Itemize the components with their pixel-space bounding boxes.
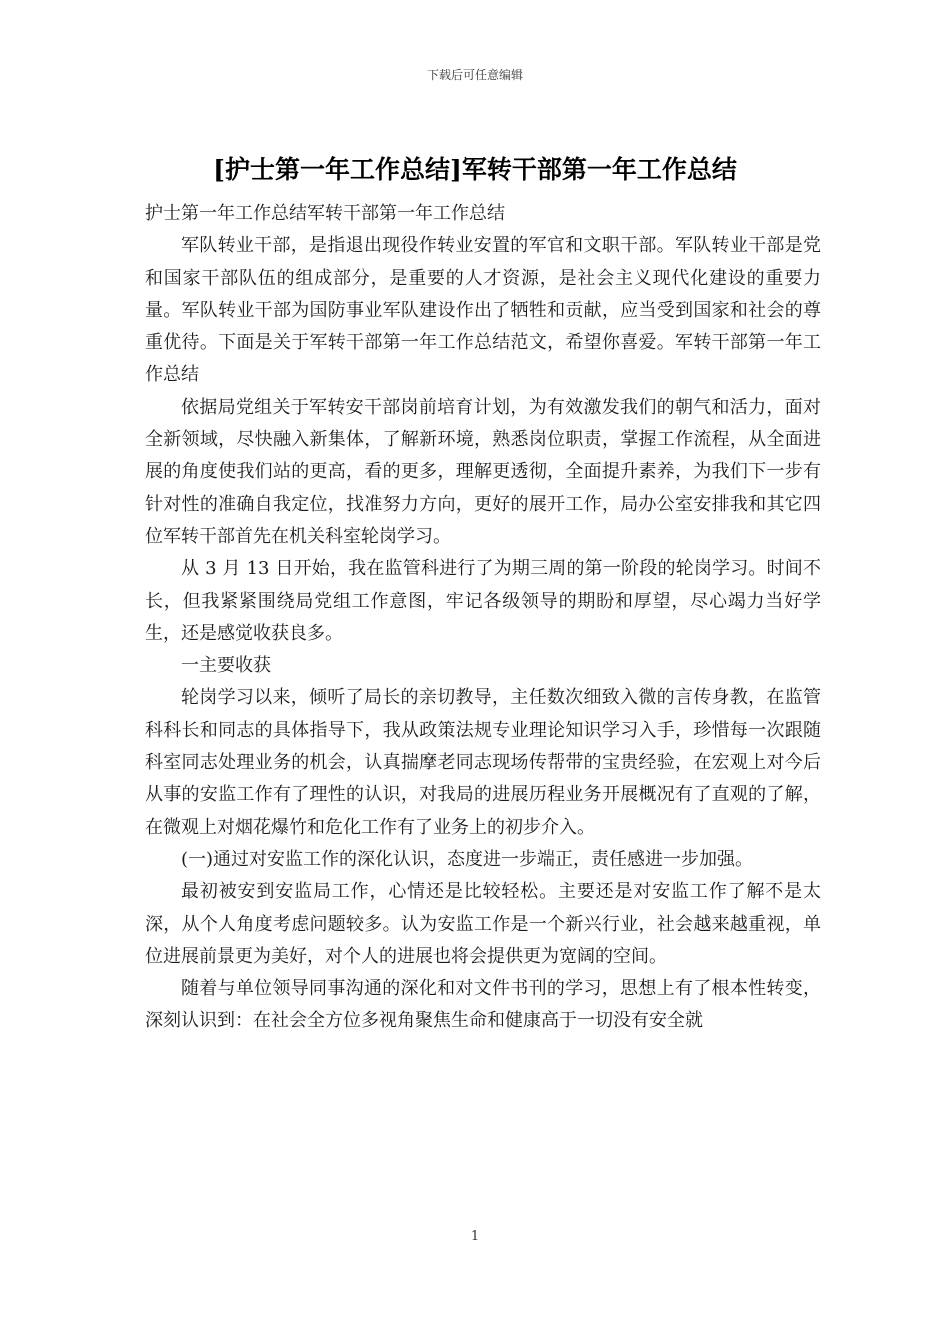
subsection-heading-one: (一)通过对安监工作的深化认识，态度进一步端正，责任感进一步加强。 — [181, 848, 754, 870]
paragraph-training-plan: 依据局党组关于军转安干部岗前培育计划，为有效激发我们的朝气和活力，面对全新领域，尽快融入新集体，了解新环境，熟悉岗位职责，掌握工作流程，从全面进展的角度使我们站的更高，看的更多，理解更透彻，全面提升素养，为我们下一步有针对性的准确自我定位，找准努力方向，更好的展开工作，局办公室安排我和其它四位军转干部首先在机关科室轮岗学习。 — [145, 396, 821, 547]
paragraph-rotation-learning: 轮岗学习以来，倾听了局长的亲切教导，主任数次细致入微的言传身教，在监管科科长和同志的具体指导下，我从政策法规专业理论知识学习入手，珍惜每一次跟随科室同志处理业务的机会，认真揣摩老同志现场传帮带的宝贵经验，在宏观上对今后从事的安监工作有了理性的认识，对我局的进展历程业务开展概况有了直观的了解，在微观上对烟花爆竹和危化工作有了业务上的初步介入。 — [145, 687, 821, 838]
paragraph-initial-attitude: 最初被安到安监局工作，心情还是比较轻松。主要还是对安监工作了解不是太深，从个人角度考虑问题较多。认为安监工作是一个新兴行业，社会越来越重视，单位进展前景更为美好，对个人的进展也将会提供更为宽阔的空间。 — [145, 881, 821, 967]
paragraph-intro: 军队转业干部，是指退出现役作转业安置的军官和文职干部。军队转业干部是党和国家干部队伍的组成部分，是重要的人才资源，是社会主义现代化建设的重要力量。军队转业干部为国防事业军队建设作出了牺牲和贡献，应当受到国家和社会的尊重优待。下面是关于军转干部第一年工作总结范文，希望你喜爱。军转干部第一年工作总结 — [145, 235, 821, 386]
page-number: 1 — [470, 1229, 480, 1244]
section-heading-main-gains: 一主要收获 — [181, 655, 271, 677]
document-title: [护士第一年工作总结]军转干部第一年工作总结 — [213, 155, 737, 184]
paragraph-rotation-start: 从 3 月 13 日开始，我在监管科进行了为期三周的第一阶段的轮岗学习。时间不长，但我紧紧围绕局党组工作意图，牢记各级领导的期盼和厚望，尽心竭力当好学生，还是感觉收获良多。 — [145, 558, 821, 644]
document-body — [145, 198, 821, 1038]
page-header-note: 下载后可任意编辑 — [426, 68, 523, 82]
paragraph-subtitle: 护士第一年工作总结军转干部第一年工作总结 — [145, 203, 505, 224]
paragraph-thinking-change: 随着与单位领导同事沟通的深化和对文件书刊的学习，思想上有了根本性转变，深刻认识到：在社会全方位多视角聚焦生命和健康高于一切没有安全就 — [145, 978, 821, 1032]
